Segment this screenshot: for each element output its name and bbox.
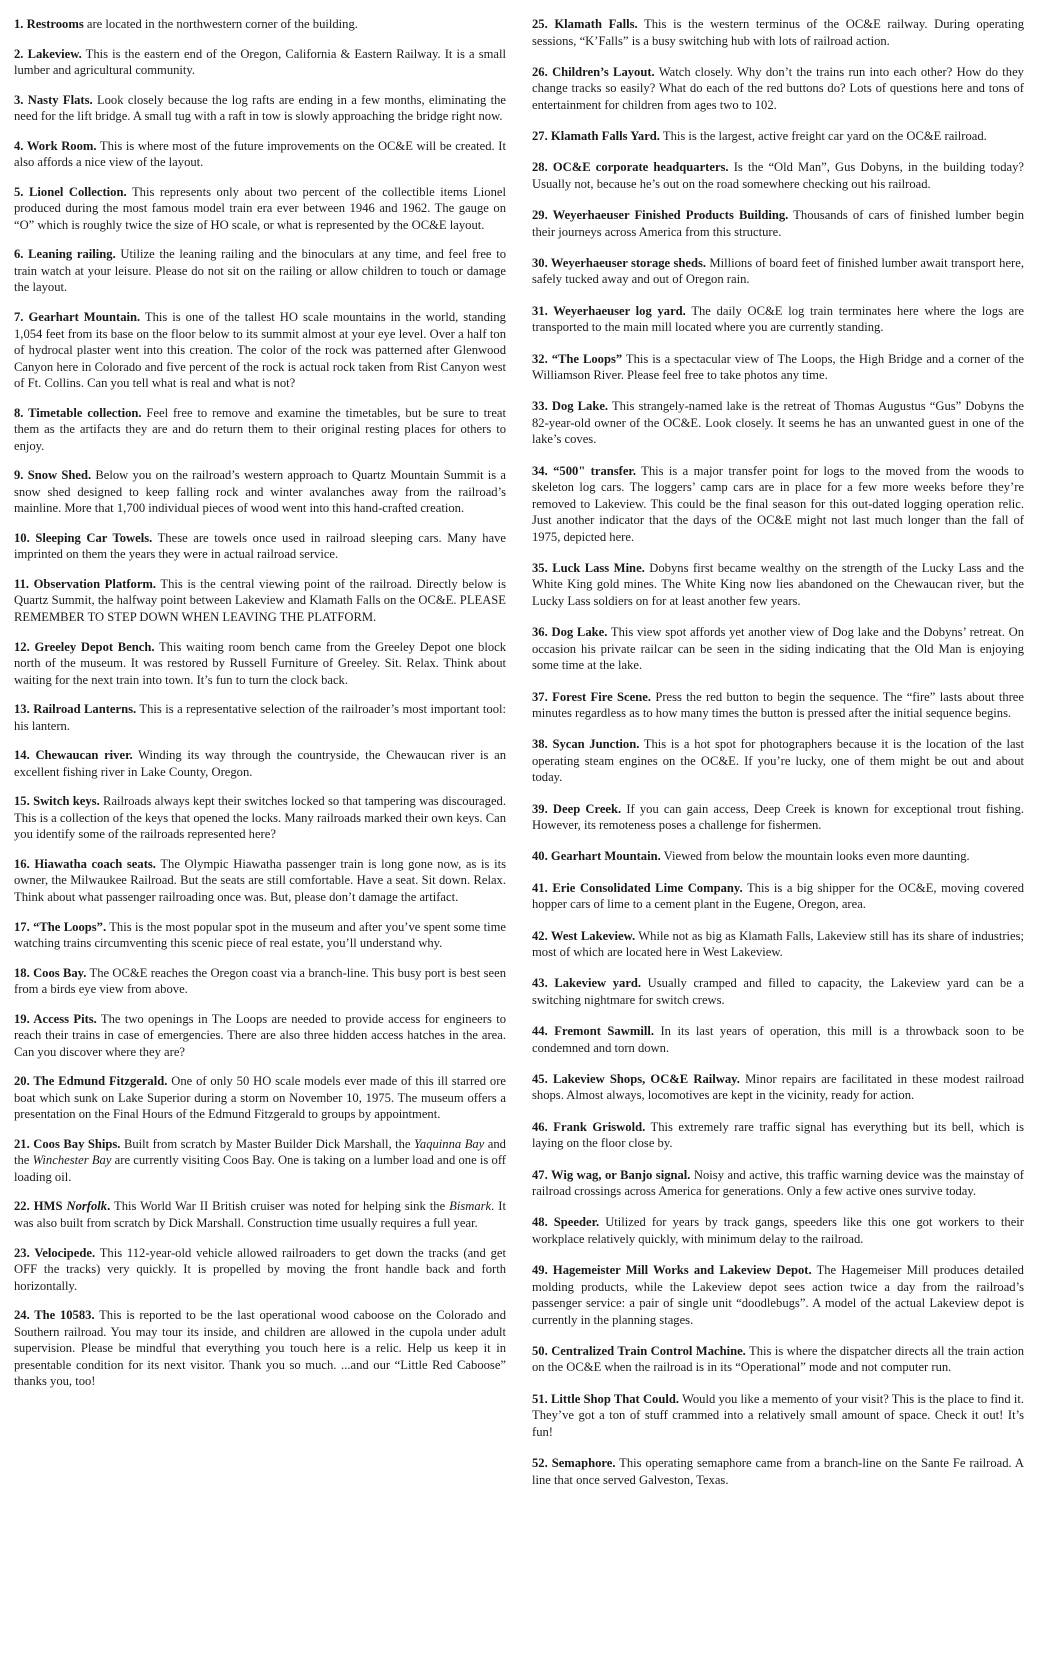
entry-2: 2. Lakeview. This is the eastern end of the Oregon, California & Eastern Railway. It is a small lumber and agricultural community.: [14, 46, 506, 78]
entry-5: 5. Lionel Collection. This represents only about two percent of the collectible items Lionel produced during the most famous model train era ever between 1946 and 1962. The gauge on “O” which is roughly twice the size of HO scale, or what is represented by the OC&E layout.: [14, 184, 506, 232]
entry-13: 13. Railroad Lanterns. This is a representative selection of the railroader’s most important tool: his lantern.: [14, 702, 506, 733]
entry-11: 11. Observation Platform. This is the central viewing point of the railroad. Directly below is Quartz Summit, the halfway point between Lakeview and Klamath Falls on the OC&E. PLEASE REMEMBER TO STEP DOWN WHEN LEAVING THE PLATFORM.: [14, 576, 506, 624]
entry-19: 19. Access Pits. The two openings in The Loops are needed to provide access for engineers to reach their trains in case of emergencies. There are also three hidden access hatches in the area. Can you discover where they are?: [14, 1011, 506, 1059]
entry-3: 3. Nasty Flats. Look closely because the log rafts are ending in a few months, eliminating the need for the lift bridge. A small tug with a raft in tow is slowly approaching the bridge right now.: [14, 92, 506, 124]
entry-12: 12. Greeley Depot Bench. This waiting room bench came from the Greeley Depot one block north of the museum. It was restored by Russell Furniture of Greeley. Sit. Relax. Think about waiting for the next train into town. It’s fun to turn the clock back.: [14, 639, 507, 687]
entry-30: 30. Weyerhaeuser storage sheds. Millions of board feet of finished lumber await transport here, safely tucked away and out of Oregon rain.: [532, 255, 1024, 287]
entry-22: 22. HMS Norfolk. This World War II British cruiser was noted for helping sink the Bismark. It was also built from scratch by Dick Marshall. Construction time usually requires a full year.: [14, 1199, 507, 1230]
entry-33: 33. Dog Lake. This strangely-named lake is the retreat of Thomas Augustus “Gus” Dobyns the 82-year-old owner of the OC&E. Look closely. It seems he has an unwanted guest in one of the lake’s coves.: [532, 399, 1024, 447]
entry-41: 41. Erie Consolidated Lime Company. This is a big shipper for the OC&E, moving covered hopper cars of lime to a cement plant in the Eugene, Oregon, area.: [532, 880, 1024, 912]
entry-40: 40. Gearhart Mountain. Viewed from below the mountain looks even more daunting.: [532, 849, 970, 864]
entry-7: 7. Gearhart Mountain. This is one of the tallest HO scale mountains in the world, standing 1,054 feet from its base on the floor below to its summit almost at your eye level. Over a half ton of hydrocal plaster went into this creation. The color of the rock was patterned after Glenwood Canyon here in Colorado and five percent of the rock is actual rock taken from Rist Canyon west of Ft. Collins. Can you tell what is real and what is not?: [14, 310, 506, 391]
right-column: [532, 16, 1024, 1669]
entry-24: 24. The 10583. This is reported to be the last operational wood caboose on the Colorado and Southern railroad. You may tour its inside, and children are allowed in the cupola under adult supervision. Please be mindful that everything you touch here is a relic. Help us keep it in presentable condition for its next visitor. Thank you so much. ...and our “Little Red Caboose” thanks you, too!: [14, 1308, 507, 1389]
entry-14: 14. Chewaucan river. Winding its way through the countryside, the Chewaucan river is an excellent fishing river in Lake County, Oregon.: [14, 748, 506, 779]
entry-34: 34. “500" transfer. This is a major transfer point for logs to the moved from the woods to skeleton log cars. The loggers’ camp cars are in place for a few more weeks before they’re removed to Lakeview. This could be the final season for this out-dated logging operation relic. Just another indicator that the days of the OC&E might not last much longer than the fall of 1975, depicted here.: [532, 463, 1024, 544]
entry-50: 50. Centralized Train Control Machine. This is where the dispatcher directs all the train action on the OC&E when the railroad is in its “Operational” mode and not computer run.: [532, 1343, 1024, 1375]
entry-48: 48. Speeder. Utilized for years by track gangs, speeders like this one got workers to their workplace relatively quickly, with minimum delay to the railroad.: [532, 1215, 1024, 1246]
left-column: [14, 16, 506, 1669]
entry-26: 26. Children’s Layout. Watch closely. Why don’t the trains run into each other? How do they change tracks so easily? What do each of the red buttons do? Lots of questions here and tons of entertainment for children from ages two to 102.: [532, 64, 1024, 112]
entry-6: 6. Leaning railing. Utilize the leaning railing and the binoculars at any time, and feel free to train watch at your leisure. Please do not sit on the railing or allow children to touch or damage the layout.: [14, 247, 506, 295]
entry-27: 27. Klamath Falls Yard. This is the largest, active freight car yard on the OC&E railroad.: [532, 129, 987, 144]
entry-35: 35. Luck Lass Mine. Dobyns first became wealthy on the strength of the Lucky Lass and the White King gold mines. The White King now lies abandoned on the Chewaucan river, but the Lucky Lass soldiers on for at least another few years.: [532, 560, 1024, 608]
entry-16: 16. Hiawatha coach seats. The Olympic Hiawatha passenger train is long gone now, as is its owner, the Milwaukee Railroad. But the seats are still comfortable. Have a seat. Sit down. Relax. Think about what passenger railroading once was. But, please don’t damage the artifact.: [14, 856, 506, 904]
entry-45: 45. Lakeview Shops, OC&E Railway. Minor repairs are facilitated in these modest railroad shops. Almost always, locomotives are kept in the vicinity, ready for action.: [532, 1071, 1025, 1103]
entry-28: 28. OC&E corporate headquarters. Is the “Old Man”, Gus Dobyns, in the building today? Usually not, because he’s out on the road somewhere checking out his railroad.: [532, 160, 1025, 191]
entry-18: 18. Coos Bay. The OC&E reaches the Oregon coast via a branch-line. This busy port is best seen from a birds eye view from above.: [14, 965, 506, 997]
entry-8: 8. Timetable collection. Feel free to remove and examine the timetables, but be sure to treat them as the artifacts they are and do return them to their original resting places for others to enjoy.: [14, 405, 506, 453]
entry-29: 29. Weyerhaeuser Finished Products Building. Thousands of cars of finished lumber begin their journeys across America from this structure.: [532, 208, 1024, 239]
entry-9: 9. Snow Shed. Below you on the railroad’s western approach to Quartz Mountain Summit is a snow shed designed to keep falling rock and winter avalanches away from the railroad’s mainline. More that 1,700 individual pieces of wood went into this hand-crafted creation.: [14, 468, 506, 516]
entry-10: 10. Sleeping Car Towels. These are towels once used in railroad sleeping cars. Many have imprinted on them the years they were in actual railroad service.: [14, 530, 506, 562]
entry-15: 15. Switch keys. Railroads always kept their switches locked so that tampering was discouraged. This is a collection of the keys that opened the locks. Many railroads marked their own keys. Can you identify some of the railroads represented here?: [14, 794, 506, 842]
entry-25: 25. Klamath Falls. This is the western terminus of the OC&E railway. During operating sessions, “K’Falls” is a busy switching hub with lots of railroad action.: [532, 17, 1024, 48]
entry-51: 51. Little Shop That Could. Would you like a memento of your visit? This is the place to find it. They’ve got a ton of stuff crammed into a relatively small amount of space. Check it out! It’s fun!: [532, 1391, 1024, 1439]
entry-43: 43. Lakeview yard. Usually cramped and filled to capacity, the Lakeview yard can be a switching nightmare for switch crews.: [532, 976, 1025, 1007]
entry-47: 47. Wig wag, or Banjo signal. Noisy and active, this traffic warning device was the mainstay of railroad crossings across America for generations. Only a few active ones survive today.: [532, 1167, 1025, 1199]
entry-52: 52. Semaphore. This operating semaphore came from a branch-line on the Sante Fe railroad. A line that once served Galveston, Texas.: [532, 1456, 1025, 1487]
entry-38: 38. Sycan Junction. This is a hot spot for photographers because it is the location of the last operating steam engines on the OC&E. If you’re lucky, one of them might be out and about today.: [532, 737, 1024, 785]
entry-46: 46. Frank Griswold. This extremely rare traffic signal has everything but its bell, which is laying on the floor close by.: [532, 1119, 1024, 1151]
entry-39: 39. Deep Creek. If you can gain access, Deep Creek is known for exceptional trout fishing. However, its remoteness poses a challenge for fishermen.: [532, 801, 1024, 833]
entry-31: 31. Weyerhaeuser log yard. The daily OC&E log train terminates here where the logs are transported to the main mill located where you are currently standing.: [532, 303, 1025, 335]
entry-32: 32. “The Loops” This is a spectacular view of The Loops, the High Bridge and a corner of the Williamson River. Please feel free to take photos any time.: [532, 351, 1024, 383]
entry-17: 17. “The Loops”. This is the most popular spot in the museum and after you’ve spent some time watching trains circumventing this scenic piece of real estate, you’ll understand why.: [14, 919, 506, 950]
entry-49: 49. Hagemeister Mill Works and Lakeview Depot. The Hagemeiser Mill produces detailed molding products, while the Lakeview depot sees action twice a day from the railroad’s passenger service: a pair of single unit “doodlebugs”. A model of the actual Lakeview depot is currently in the planning stages.: [532, 1263, 1024, 1327]
entry-42: 42. West Lakeview. While not as big as Klamath Falls, Lakeview still has its share of industries; most of which are located here in West Lakeview.: [532, 928, 1025, 960]
entry-21: 21. Coos Bay Ships. Built from scratch by Master Builder Dick Marshall, the Yaquinna Bay and the Winchester Bay are currently visiting Coos Bay. One is taking on a lumber load and one is off loading oil.: [14, 1136, 507, 1184]
entry-44: 44. Fremont Sawmill. In its last years of operation, this mill is a throwback soon to be condemned and torn down.: [532, 1024, 1024, 1055]
entry-1: 1. Restrooms are located in the northwestern corner of the building.: [14, 17, 358, 31]
entry-23: 23. Velocipede. This 112-year-old vehicle allowed railroaders to get down the tracks (and get OFF the tracks) very quickly. It is propelled by moving the front handle back and forth horizontally.: [14, 1245, 506, 1293]
entry-37: 37. Forest Fire Scene. Press the red button to begin the sequence. The “fire” lasts about three minutes regardless as to how many times the button is pressed after the initial sequence begins.: [532, 689, 1024, 721]
entry-4: 4. Work Room. This is where most of the future improvements on the OC&E will be created. It also affords a nice view of the layout.: [14, 138, 506, 170]
entry-20: 20. The Edmund Fitzgerald. One of only 50 HO scale models ever made of this ill starred ore boat which sunk on Lake Superior during a storm on November 10, 1975. The museum offers a presentation on the Final Hours of the Edmund Fitzgerald to groups by appointment.: [14, 1074, 506, 1122]
entry-36: 36. Dog Lake. This view spot affords yet another view of Dog lake and the Dobyns’ retreat. On occasion his private railcar can be seen in the siding indicating that the Old Man is enjoying some time at the lake.: [532, 625, 1025, 673]
